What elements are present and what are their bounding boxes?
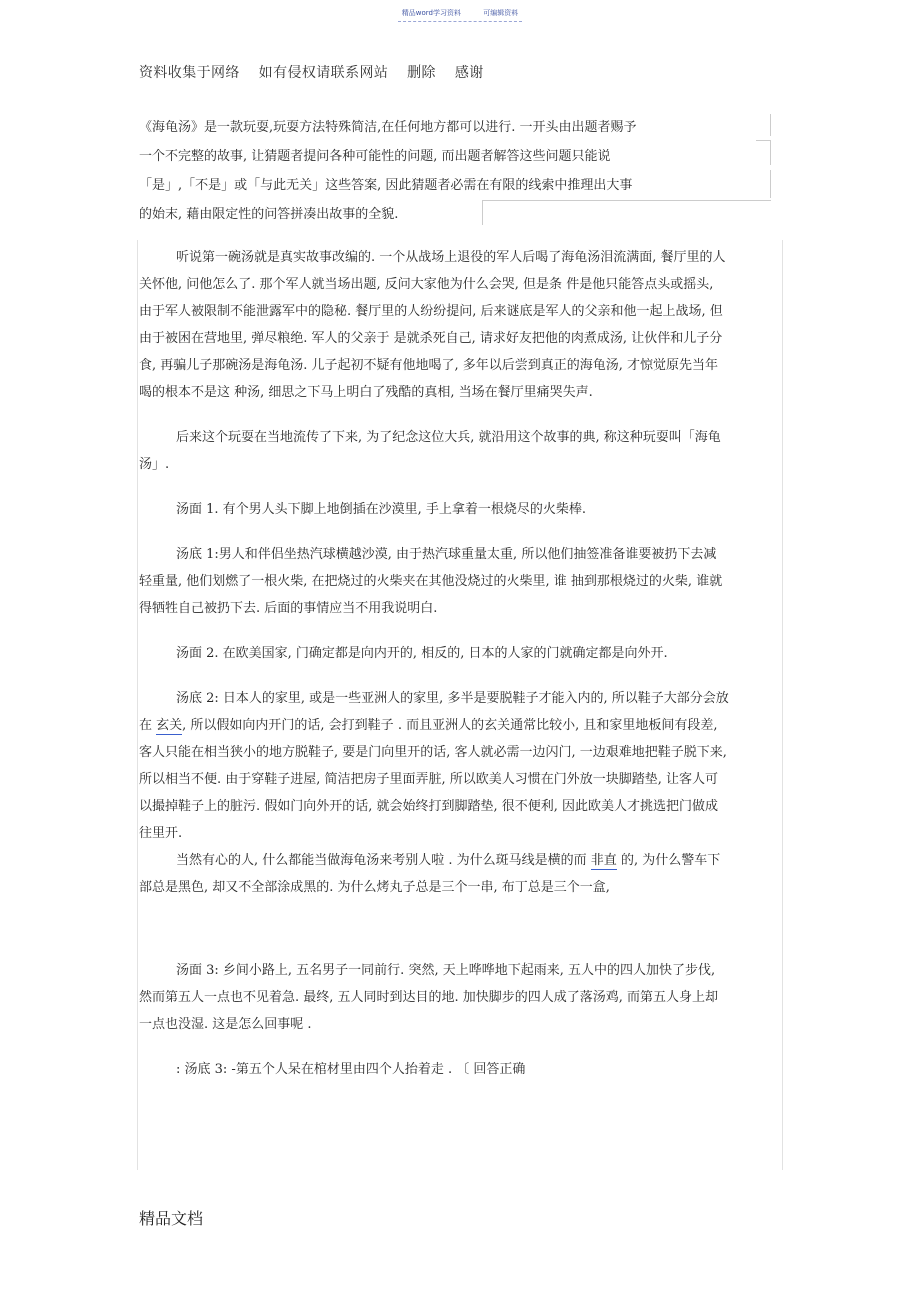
more-text-a: 当然有心的人, 什么都能当做海龟汤来考别人啦 . 为什么斑马线是横的而 xyxy=(176,853,591,868)
notice-part-2: 如有侵权请联系网站 xyxy=(258,65,389,81)
answer-2-text-a: 汤底 2: 日本人的家里, 或是一些亚洲人的家里, 多半是要脱鞋子才能入内的, 所以鞋子大部分会放在 xyxy=(139,691,729,733)
origin-paragraph: 后来这个玩耍在当地流传了下来, 为了纪念这位大兵, 就沿用这个故事的典, 称这种玩耍叫「海龟汤」. xyxy=(139,430,721,472)
more-puzzles xyxy=(139,847,729,901)
intro-line: 《海龟汤》是一款玩耍,玩耍方法特殊简洁,在任何地方都可以进行. 一开头由出题者赐予 xyxy=(139,120,637,135)
notice-part-4: 感谢 xyxy=(454,65,484,81)
answer-3: : 汤底 3: -第五个人呆在棺材里由四个人抬着走 . 〔 回答正确 xyxy=(176,1062,526,1077)
margin-mark xyxy=(482,200,771,225)
header-left-text: 精品word学习资料 xyxy=(401,9,461,17)
xuanguan-link[interactable]: 玄关 xyxy=(156,718,183,733)
margin-mark xyxy=(770,114,771,136)
more-text-b: 的, 为什么警车下部总是黑色, 却又不全部涂成黑的. 为什么烤丸子总是三个一串, 布丁总是三个一盒, xyxy=(139,853,721,895)
puzzle-1: 汤面 1. 有个男人头下脚上地倒插在沙漠里, 手上拿着一根烧尽的火柴棒. xyxy=(176,502,587,517)
answer-1: 汤底 1:男人和伴侣坐热汽球横越沙漠, 由于热汽球重量太重, 所以他们抽签准备谁要被扔下去减轻重量, 他们划燃了一根火柴, 在把烧过的火柴夹在其他没烧过的火柴里, 谁 抽到那根烧过的火柴, 谁就得牺牲自己被扔下去. 后面的事情应当不用我说明白. xyxy=(139,547,723,616)
article-body xyxy=(139,244,729,1083)
puzzle-2: 汤面 2. 在欧美国家, 门确定都是向内开的, 相反的, 日本的人家的门就确定都是向外开. xyxy=(176,646,668,661)
intro-line: 一个不完整的故事, 让猜题者提问各种可能性的问题, 而出题者解答这些问题只能说 xyxy=(139,149,611,164)
margin-mark xyxy=(770,170,771,198)
notice-part-1: 资料收集于网络 xyxy=(139,65,240,81)
intro-line: 的始末, 藉由限定性的问答拼凑出故事的全貌. xyxy=(139,207,399,222)
answer-2-text-b: , 所以假如向内开门的话, 会打到鞋子 . 而且亚洲人的玄关通常比较小, 且和家里地板间有段差, 客人只能在相当狭小的地方脱鞋子, 要是门向里开的话, 客人就必需一边闪门, 一边艰难地把鞋子脱下来, 所以相当不便. 由于穿鞋子进屋, 简洁把房子里面弄脏, 所以欧美人习惯在门外放一块脚踏垫, 让客人可以撮掉鞋子上的脏污. 假如门向外开的话, 就会始终打到脚踏垫, 很不便利, 因此欧美人才挑选把门做成往里开. xyxy=(139,718,727,841)
header-divider xyxy=(398,21,522,22)
source-notice xyxy=(139,62,498,82)
margin-mark xyxy=(756,140,771,165)
puzzle-3: 汤面 3: 乡间小路上, 五名男子一同前行. 突然, 天上哗哗地下起雨来, 五人中的四人加快了步伐, 然而第五人一点也不见着急. 最终, 五人同时到达目的地. 加快脚步的四人成了落汤鸡, 而第五人身上却一点也没湿. 这是怎么回事呢 . xyxy=(139,963,719,1032)
intro-line: 「是」,「不是」或「与此无关」这些答案, 因此猜题者必需在有限的线索中推理出大事 xyxy=(139,178,633,193)
story-paragraph: 听说第一碗汤就是真实故事改编的. 一个从战场上退役的军人后喝了海龟汤泪流满面, 餐厅里的人关怀他, 问他怎么了. 那个军人就当场出题, 反问大家他为什么会哭, 但是条 件是他只能答点头或摇头, 由于军人被限制不能泄露军中的隐秘. 餐厅里的人纷纷提问, 后来谜底是军人的父亲和他一起上战场, 但由于被困在营地里, 弹尽粮绝. 军人的父亲于 是就杀死自己, 请求好友把他的肉煮成汤, 让伙伴和儿子分食, 再骗儿子那碗汤是海龟汤. 儿子起初不疑有他地喝了, 多年以后尝到真正的海龟汤, 才惊觉原先当年喝的根本不是这 种汤, 细思之下马上明白了残酷的真相, 当场在餐厅里痛哭失声. xyxy=(139,250,726,400)
notice-part-3: 删除 xyxy=(407,65,436,81)
header-right-text: 可编辑资料 xyxy=(483,9,519,17)
page-footer: 精品文档 xyxy=(139,1209,204,1228)
page-header xyxy=(0,8,920,18)
feizhi-link[interactable]: 非直 xyxy=(590,853,617,868)
answer-2 xyxy=(139,685,729,847)
